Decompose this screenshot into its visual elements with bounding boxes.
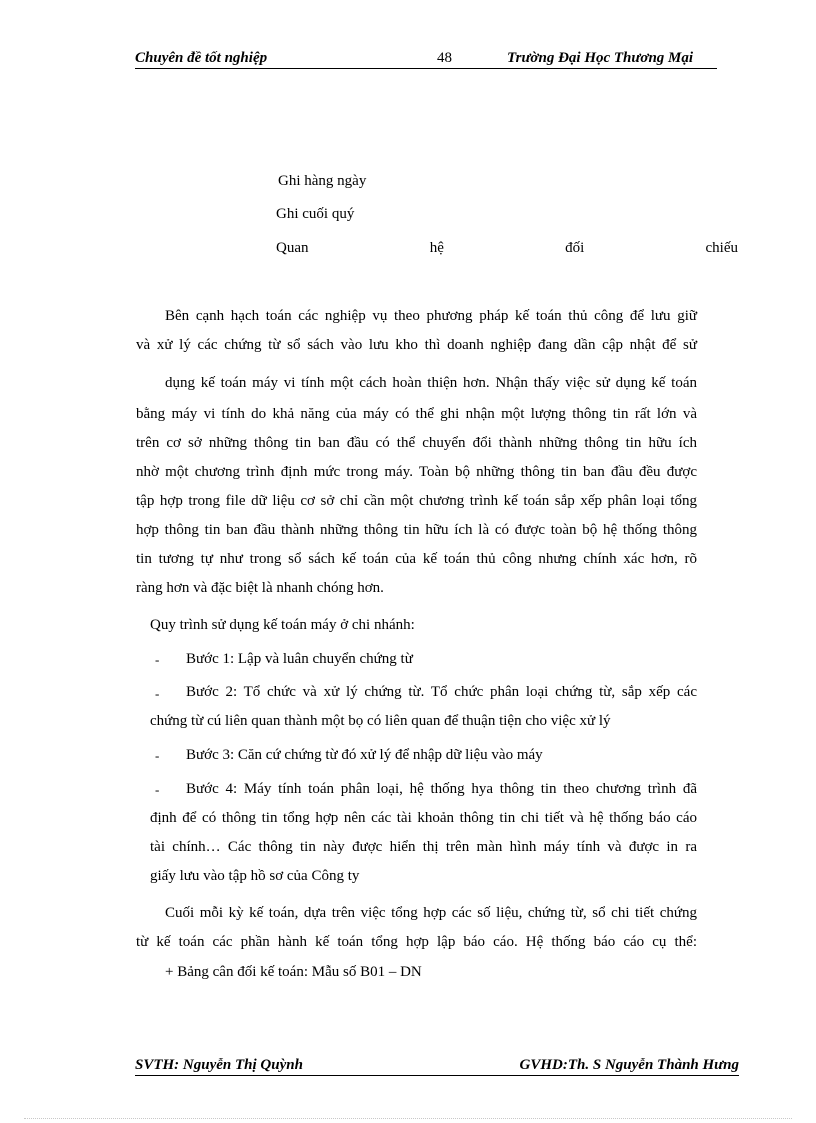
paragraph-line: trên cơ sở những thông tin ban đầu có thể chuyển đổi thành những thông tin hữu ích <box>136 435 697 451</box>
bullet-marker: - <box>155 782 160 797</box>
step-4-line: giấy lưu vào tập hồ sơ của Công ty <box>150 868 360 884</box>
footer-student: SVTH: Nguyễn Thị Quỳnh <box>135 1057 303 1073</box>
legend-relation-word: đối <box>565 240 585 256</box>
paragraph-line: nhờ một chương trình định mức trong máy. Toàn bộ những thông tin ban đầu đều được <box>136 464 697 480</box>
bullet-marker: - <box>155 652 160 667</box>
paragraph-line: và xử lý các chứng từ sổ sách vào lưu kho thì doanh nghiệp đang dần cập nhật để sử <box>136 337 697 353</box>
step-2-line: Bước 2: Tổ chức và xử lý chứng từ. Tổ chức phân loại chứng từ, sắp xếp các <box>186 684 697 700</box>
legend-relation <box>276 240 738 257</box>
paragraph-line: từ kế toán các phần hành kế toán tổng hợp lập báo cáo. Hệ thống báo cáo cụ thể: <box>136 934 697 950</box>
legend-relation-word: chiếu <box>705 240 738 256</box>
legend-relation-word: Quan <box>276 240 309 256</box>
paragraph-line: ràng hơn và đặc biệt là nhanh chóng hơn. <box>136 580 384 596</box>
process-intro: Quy trình sử dụng kế toán máy ở chi nhánh: <box>150 617 415 633</box>
step-3: Bước 3: Căn cứ chứng từ đó xử lý để nhập dữ liệu vào máy <box>186 747 543 763</box>
step-4-line: Bước 4: Máy tính toán phân loại, hệ thống hya thông tin theo chương trình đã <box>186 781 697 797</box>
page-header <box>135 48 717 69</box>
step-4-line: tài chính… Các thông tin này được hiển thị trên màn hình máy tính và được in ra <box>150 839 697 855</box>
header-document-title: Chuyên đề tốt nghiệp <box>135 50 268 66</box>
paragraph-line: hợp thông tin ban đầu thành những thông tin hữu ích là có được toàn bộ hệ thống thông <box>136 522 697 538</box>
header-university: Trường Đại Học Thương Mại <box>507 50 694 66</box>
legend-daily: Ghi hàng ngày <box>278 173 367 189</box>
page-footer <box>135 1055 739 1076</box>
legend-quarterly: Ghi cuối quý <box>276 206 355 222</box>
step-1: Bước 1: Lập và luân chuyển chứng từ <box>186 651 413 667</box>
header-page-number: 48 <box>437 50 452 66</box>
step-4-line: định để có thông tin tổng hợp nên các tài khoản thông tin chi tiết và hệ thống báo cáo <box>150 810 697 826</box>
paragraph-line: bằng máy vi tính do khả năng của máy có thể ghi nhận một lượng thông tin rất lớn và <box>136 406 697 422</box>
paragraph-line: tập hợp trong file dữ liệu cơ sở chỉ cần một chương trình kế toán sắp xếp phân loại tổng <box>136 493 697 509</box>
paragraph-line: tin tương tự như trong sổ sách kế toán của kế toán thủ công nhưng chính xác hơn, rõ <box>136 551 697 567</box>
legend-relation-word: hệ <box>429 240 444 256</box>
footer-supervisor: GVHD:Th. S Nguyễn Thành Hưng <box>519 1057 739 1073</box>
paragraph-line: dụng kế toán máy vi tính một cách hoàn thiện hơn. Nhận thấy việc sử dụng kế toán <box>165 375 697 391</box>
paragraph-line: Cuối mỗi kỳ kế toán, dựa trên việc tổng hợp các số liệu, chứng từ, sổ chi tiết chứng <box>165 905 697 921</box>
step-2-line: chứng từ cú liên quan thành một bọ có liên quan để thuận tiện cho việc xử lý <box>150 713 611 729</box>
report-item: + Bảng cân đối kế toán: Mẫu số B01 – DN <box>165 964 422 980</box>
page-bottom-divider <box>24 1118 792 1119</box>
bullet-marker: - <box>155 686 160 701</box>
paragraph-line: Bên cạnh hạch toán các nghiệp vụ theo phương pháp kế toán thủ công để lưu giữ <box>165 308 697 324</box>
bullet-marker: - <box>155 748 160 763</box>
